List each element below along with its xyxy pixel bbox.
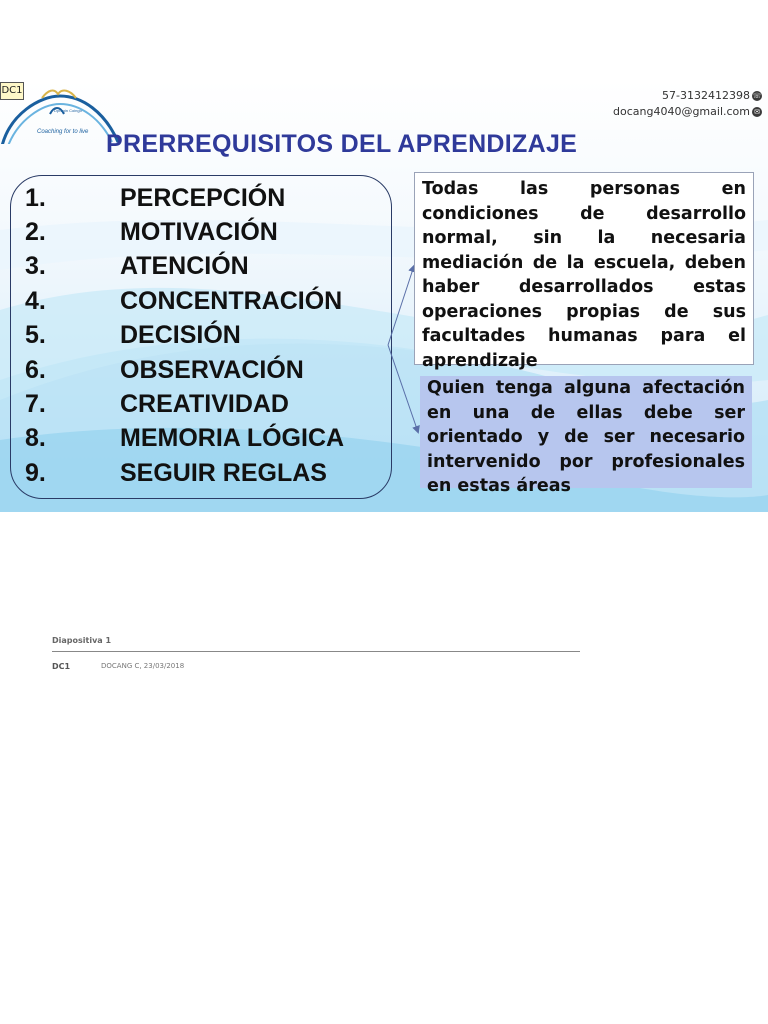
mail-icon: ✉ xyxy=(752,107,762,117)
email-address: docang4040@gmail.com xyxy=(613,105,750,118)
slide xyxy=(0,80,768,512)
contact-info xyxy=(613,88,762,120)
description-box: Todas las personas en condiciones de desarrollo normal, sin la necesaria mediación de la escuela, deben haber desarrollados estas operaciones propias de sus facultades humanas para el aprendizaje xyxy=(414,172,754,365)
list-item: 7. CREATIVIDAD xyxy=(25,390,289,418)
note-box: Quien tenga alguna afectación en una de ellas debe ser orientado y de ser necesario intervenido por profesionales en estas áreas xyxy=(420,376,752,488)
logo-tagline: Coaching for to live xyxy=(37,129,89,135)
notes-divider xyxy=(52,651,580,652)
phone-number: 57-3132412398 xyxy=(662,89,750,102)
list-item: 5. DECISIÓN xyxy=(25,321,241,349)
list-item: 8. MEMORIA LÓGICA xyxy=(25,424,345,452)
list-item: 2. MOTIVACIÓN xyxy=(25,218,278,246)
notes-comment-author: DOCANG C, 23/03/2018 xyxy=(101,662,185,670)
notes-comment-tag: DC1 xyxy=(52,662,71,671)
list-item: 3. ATENCIÓN xyxy=(25,252,249,280)
phone-icon: ☏ xyxy=(752,92,762,100)
slide-title: PRERREQUISITOS DEL APRENDIZAJE xyxy=(106,130,578,158)
list-item: 6. OBSERVACIÓN xyxy=(25,356,304,384)
list-item: 9. SEGUIR REGLAS xyxy=(25,459,327,487)
logo-name: Dpragin Coingo xyxy=(54,108,82,113)
notes-slide-heading: Diapositiva 1 xyxy=(52,636,112,645)
comment-marker[interactable]: DC1 xyxy=(0,82,24,100)
prerequisites-list xyxy=(10,175,392,499)
list-item: 4. CONCENTRACIÓN xyxy=(25,287,343,315)
list-item: 1. PERCEPCIÓN xyxy=(25,184,286,212)
